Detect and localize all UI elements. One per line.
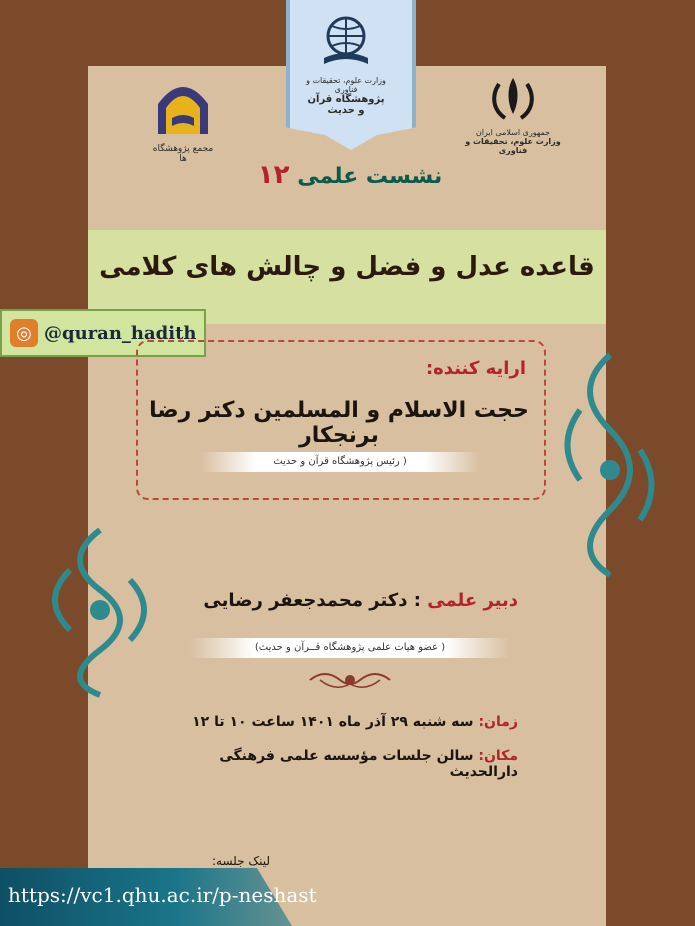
place-value: سالن جلسات مؤسسه علمی فرهنگی دارالحدیث <box>219 748 518 780</box>
divider-ornament-icon <box>300 666 400 694</box>
right-logo-line1: جمهوری اسلامی ایران <box>475 128 551 137</box>
iran-emblem-logo <box>463 74 563 155</box>
right-flourish-icon <box>555 350 665 580</box>
scientific-secretary-row <box>180 590 518 611</box>
scientific-secretary-name: دکتر محمدجعفر رضایی <box>203 590 408 611</box>
presenter-label: ارایه کننده: <box>425 358 526 379</box>
time-label: زمان: <box>478 714 518 730</box>
time-value: سه شنبه ۲۹ آذر ماه ۱۴۰۱ ساعت ۱۰ تا ۱۲ <box>192 714 474 730</box>
scientific-secretary-separator: : <box>413 590 421 611</box>
globe-book-icon <box>306 12 386 72</box>
instagram-icon: ◎ <box>10 319 38 347</box>
link-label: لینک جلسه: <box>211 854 270 868</box>
presenter-name: حجت الاسلام و المسلمین دکتر رضا برنجکار <box>149 398 529 448</box>
time-row <box>150 714 518 730</box>
scientific-secretary-role: ( عضو هیات علمی پژوهشگاه قــرآن و حدیث) <box>190 638 510 658</box>
quran-hadith-logo <box>306 12 386 116</box>
presenter-role: ( رئیس پژوهشگاه قرآن و حدیث <box>200 452 480 472</box>
place-label: مکان: <box>478 748 518 764</box>
series-number: ۱۲ <box>257 160 290 190</box>
social-handle: @quran_hadith <box>44 322 197 344</box>
series-heading <box>230 160 470 190</box>
meeting-link[interactable]: https://vc1.qhu.ac.ir/p-neshast <box>8 883 317 907</box>
event-title: قاعده عدل و فضل و چالش های کلامی <box>99 252 595 282</box>
series-label: نشست علمی <box>297 164 443 189</box>
scientific-secretary-label: دبیر علمی <box>427 590 518 611</box>
top-logo-line1: وزارت علوم، تحقیقات و فناوری <box>306 76 386 94</box>
top-logo-line2: پژوهشگاه قرآن و حدیث <box>307 94 385 116</box>
research-centers-logo <box>148 74 218 164</box>
left-logo-text: مجمع پژوهشگاه ها <box>152 144 214 164</box>
iran-emblem-icon <box>463 74 563 124</box>
dome-book-icon <box>148 74 218 140</box>
left-flourish-icon <box>40 520 160 700</box>
right-logo-line2: وزارت علوم، تحقیقات و فناوری <box>465 137 561 155</box>
place-row <box>150 748 518 780</box>
